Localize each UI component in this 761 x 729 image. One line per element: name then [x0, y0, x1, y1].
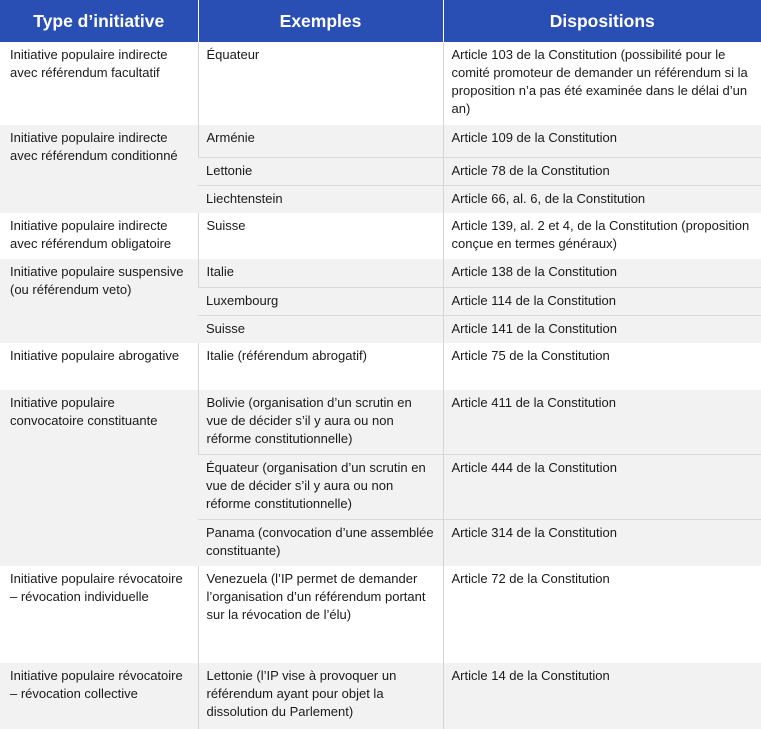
header-type: Type d’initiative: [0, 0, 198, 42]
disposition-cell: Article 114 de la Constitution: [443, 287, 761, 315]
disposition-cell: Article 109 de la Constitution: [443, 125, 761, 157]
example-cell: Italie (référendum abrogatif): [198, 343, 443, 390]
disposition-cell: Article 139, al. 2 et 4, de la Constitution (proposition conçue en termes généraux): [443, 213, 761, 259]
type-cell: Initiative populaire abrogative: [0, 343, 198, 390]
table-row: [0, 566, 761, 663]
example-cell: Arménie: [198, 125, 443, 157]
type-cell: Initiative populaire suspensive (ou référendum veto): [0, 259, 198, 343]
disposition-cell: Article 75 de la Constitution: [443, 343, 761, 390]
type-cell: Initiative populaire indirecte avec référendum facultatif: [0, 42, 198, 125]
example-cell: Bolivie (organisation d’un scrutin en vue de décider s’il y aura ou non réforme constitutionnelle): [198, 390, 443, 454]
table-row: [0, 259, 761, 287]
header-examples: Exemples: [198, 0, 443, 42]
disposition-cell: Article 103 de la Constitution (possibilité pour le comité promoteur de demander un référendum si la proposition n’a pas été examinée dans le délai d’un an): [443, 42, 761, 125]
disposition-cell: Article 141 de la Constitution: [443, 315, 761, 343]
type-cell: Initiative populaire indirecte avec référendum conditionné: [0, 125, 198, 213]
example-cell: Italie: [198, 259, 443, 287]
example-cell: Équateur (organisation d’un scrutin en vue de décider s’il y aura ou non réforme constitutionnelle): [198, 454, 443, 519]
type-cell: Initiative populaire révocatoire – révocation collective: [0, 663, 198, 729]
disposition-cell: Article 444 de la Constitution: [443, 454, 761, 519]
example-cell: Suisse: [198, 213, 443, 259]
example-cell: Suisse: [198, 315, 443, 343]
disposition-cell: Article 314 de la Constitution: [443, 519, 761, 566]
disposition-cell: Article 78 de la Constitution: [443, 157, 761, 185]
disposition-cell: Article 138 de la Constitution: [443, 259, 761, 287]
disposition-cell: Article 72 de la Constitution: [443, 566, 761, 663]
type-cell: Initiative populaire convocatoire constituante: [0, 390, 198, 566]
example-cell: Panama (convocation d’une assemblée constituante): [198, 519, 443, 566]
example-cell: Venezuela (l’IP permet de demander l’organisation d’un référendum portant sur la révocation de l’élu): [198, 566, 443, 663]
type-cell: Initiative populaire révocatoire – révocation individuelle: [0, 566, 198, 663]
example-cell: Liechtenstein: [198, 185, 443, 213]
table-row: [0, 343, 761, 390]
table-row: [0, 213, 761, 259]
example-cell: Équateur: [198, 42, 443, 125]
type-cell: Initiative populaire indirecte avec référendum obligatoire: [0, 213, 198, 259]
disposition-cell: Article 411 de la Constitution: [443, 390, 761, 454]
table-row: [0, 390, 761, 454]
disposition-cell: Article 14 de la Constitution: [443, 663, 761, 729]
table-row: [0, 42, 761, 125]
header-dispositions: Dispositions: [443, 0, 761, 42]
table-row: [0, 125, 761, 157]
example-cell: Luxembourg: [198, 287, 443, 315]
table-header: [0, 0, 761, 42]
table-row: [0, 663, 761, 729]
disposition-cell: Article 66, al. 6, de la Constitution: [443, 185, 761, 213]
header-row: [0, 0, 761, 42]
table-body: [0, 42, 761, 729]
example-cell: Lettonie (l’IP vise à provoquer un référendum ayant pour objet la dissolution du Parlement): [198, 663, 443, 729]
example-cell: Lettonie: [198, 157, 443, 185]
